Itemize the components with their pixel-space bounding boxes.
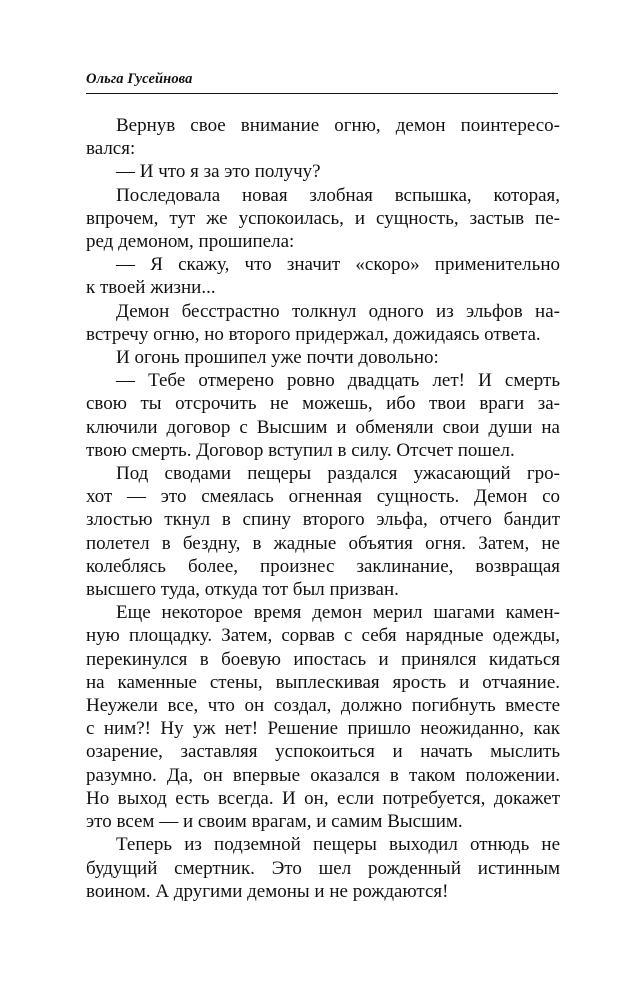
text-line: с ним?! Ну уж нет! Решение пришло неожиданно, как [86,718,560,740]
text-line: свою ты отсрочить не можешь, ибо твои враги за- [86,393,560,415]
text-line: И огонь прошипел уже почти довольно: [116,347,439,369]
text-line: Демон бесстрастно толкнул одного из эльфов на- [116,300,560,322]
text-line: высшего туда, откуда тот был призван. [86,579,399,601]
text-line: — Я скажу, что значит «скоро» применительно [116,254,560,276]
text-line: Но выход есть всегда. И он, если потребуется, докажет [86,787,560,809]
text-line: ключили договор с Высшим и обменяли свои души на [86,416,560,438]
text-line: Еще некоторое время демон мерил шагами камен- [116,602,560,624]
text-line: ную площадку. Затем, сорвав с себя нарядные одежды, [86,625,560,647]
text-line: озарение, заставляя успокоиться и начать мыслить [86,741,560,763]
text-line: Последовала новая злобная вспышка, которая, [116,184,560,206]
text-line: Неужели все, что он создал, должно погибнуть вместе [86,695,560,717]
text-line: на каменные стены, выплескивая ярость и отчаяние. [86,671,560,693]
text-line: впрочем, тут же успокоилась, и сущность, застыв пе- [86,207,560,229]
text-line: вался: [86,138,136,160]
running-header [86,70,558,94]
text-line: Под сводами пещеры раздался ужасающий гро- [116,463,560,485]
text-line: ред демоном, прошипела: [86,231,295,253]
author-name: Ольга Гусейнова [86,71,193,87]
text-line: будущий смертник. Это шел рожденный истинным [86,857,560,879]
text-line: Вернув свое внимание огню, демон поинтересо- [116,115,560,136]
text-line: — И что я за это получу? [116,161,321,183]
text-line: перекинулся в боевую ипостась и принялся кидаться [86,648,560,670]
text-line: встречу огню, но второго придержал, дожидаясь ответа. [86,323,541,345]
text-line: твою смерть. Договор вступил в силу. Отсчет пошел. [86,439,515,461]
text-line: это всем — и своим врагам, и самим Высшим. [86,811,463,833]
body-text [86,114,560,903]
text-line: — Тебе отмерено ровно двадцать лет! И смерть [116,370,560,392]
text-line: полетел в бездну, в жадные объятия огня. Затем, не [86,532,560,554]
text-line: колеблясь более, произнес заклинание, возвращая [86,555,560,577]
text-line: Теперь из подземной пещеры выходил отнюдь не [116,834,560,856]
text-line: злостью ткнул в спину второго эльфа, отчего бандит [86,509,560,531]
text-line: разумно. Да, он впервые оказался в таком положении. [86,764,560,786]
text-line: к твоей жизни... [86,277,216,299]
text-line: воином. А другими демоны и не рождаются! [86,880,449,902]
text-line: хот — это смеялась огненная сущность. Демон со [86,486,560,508]
